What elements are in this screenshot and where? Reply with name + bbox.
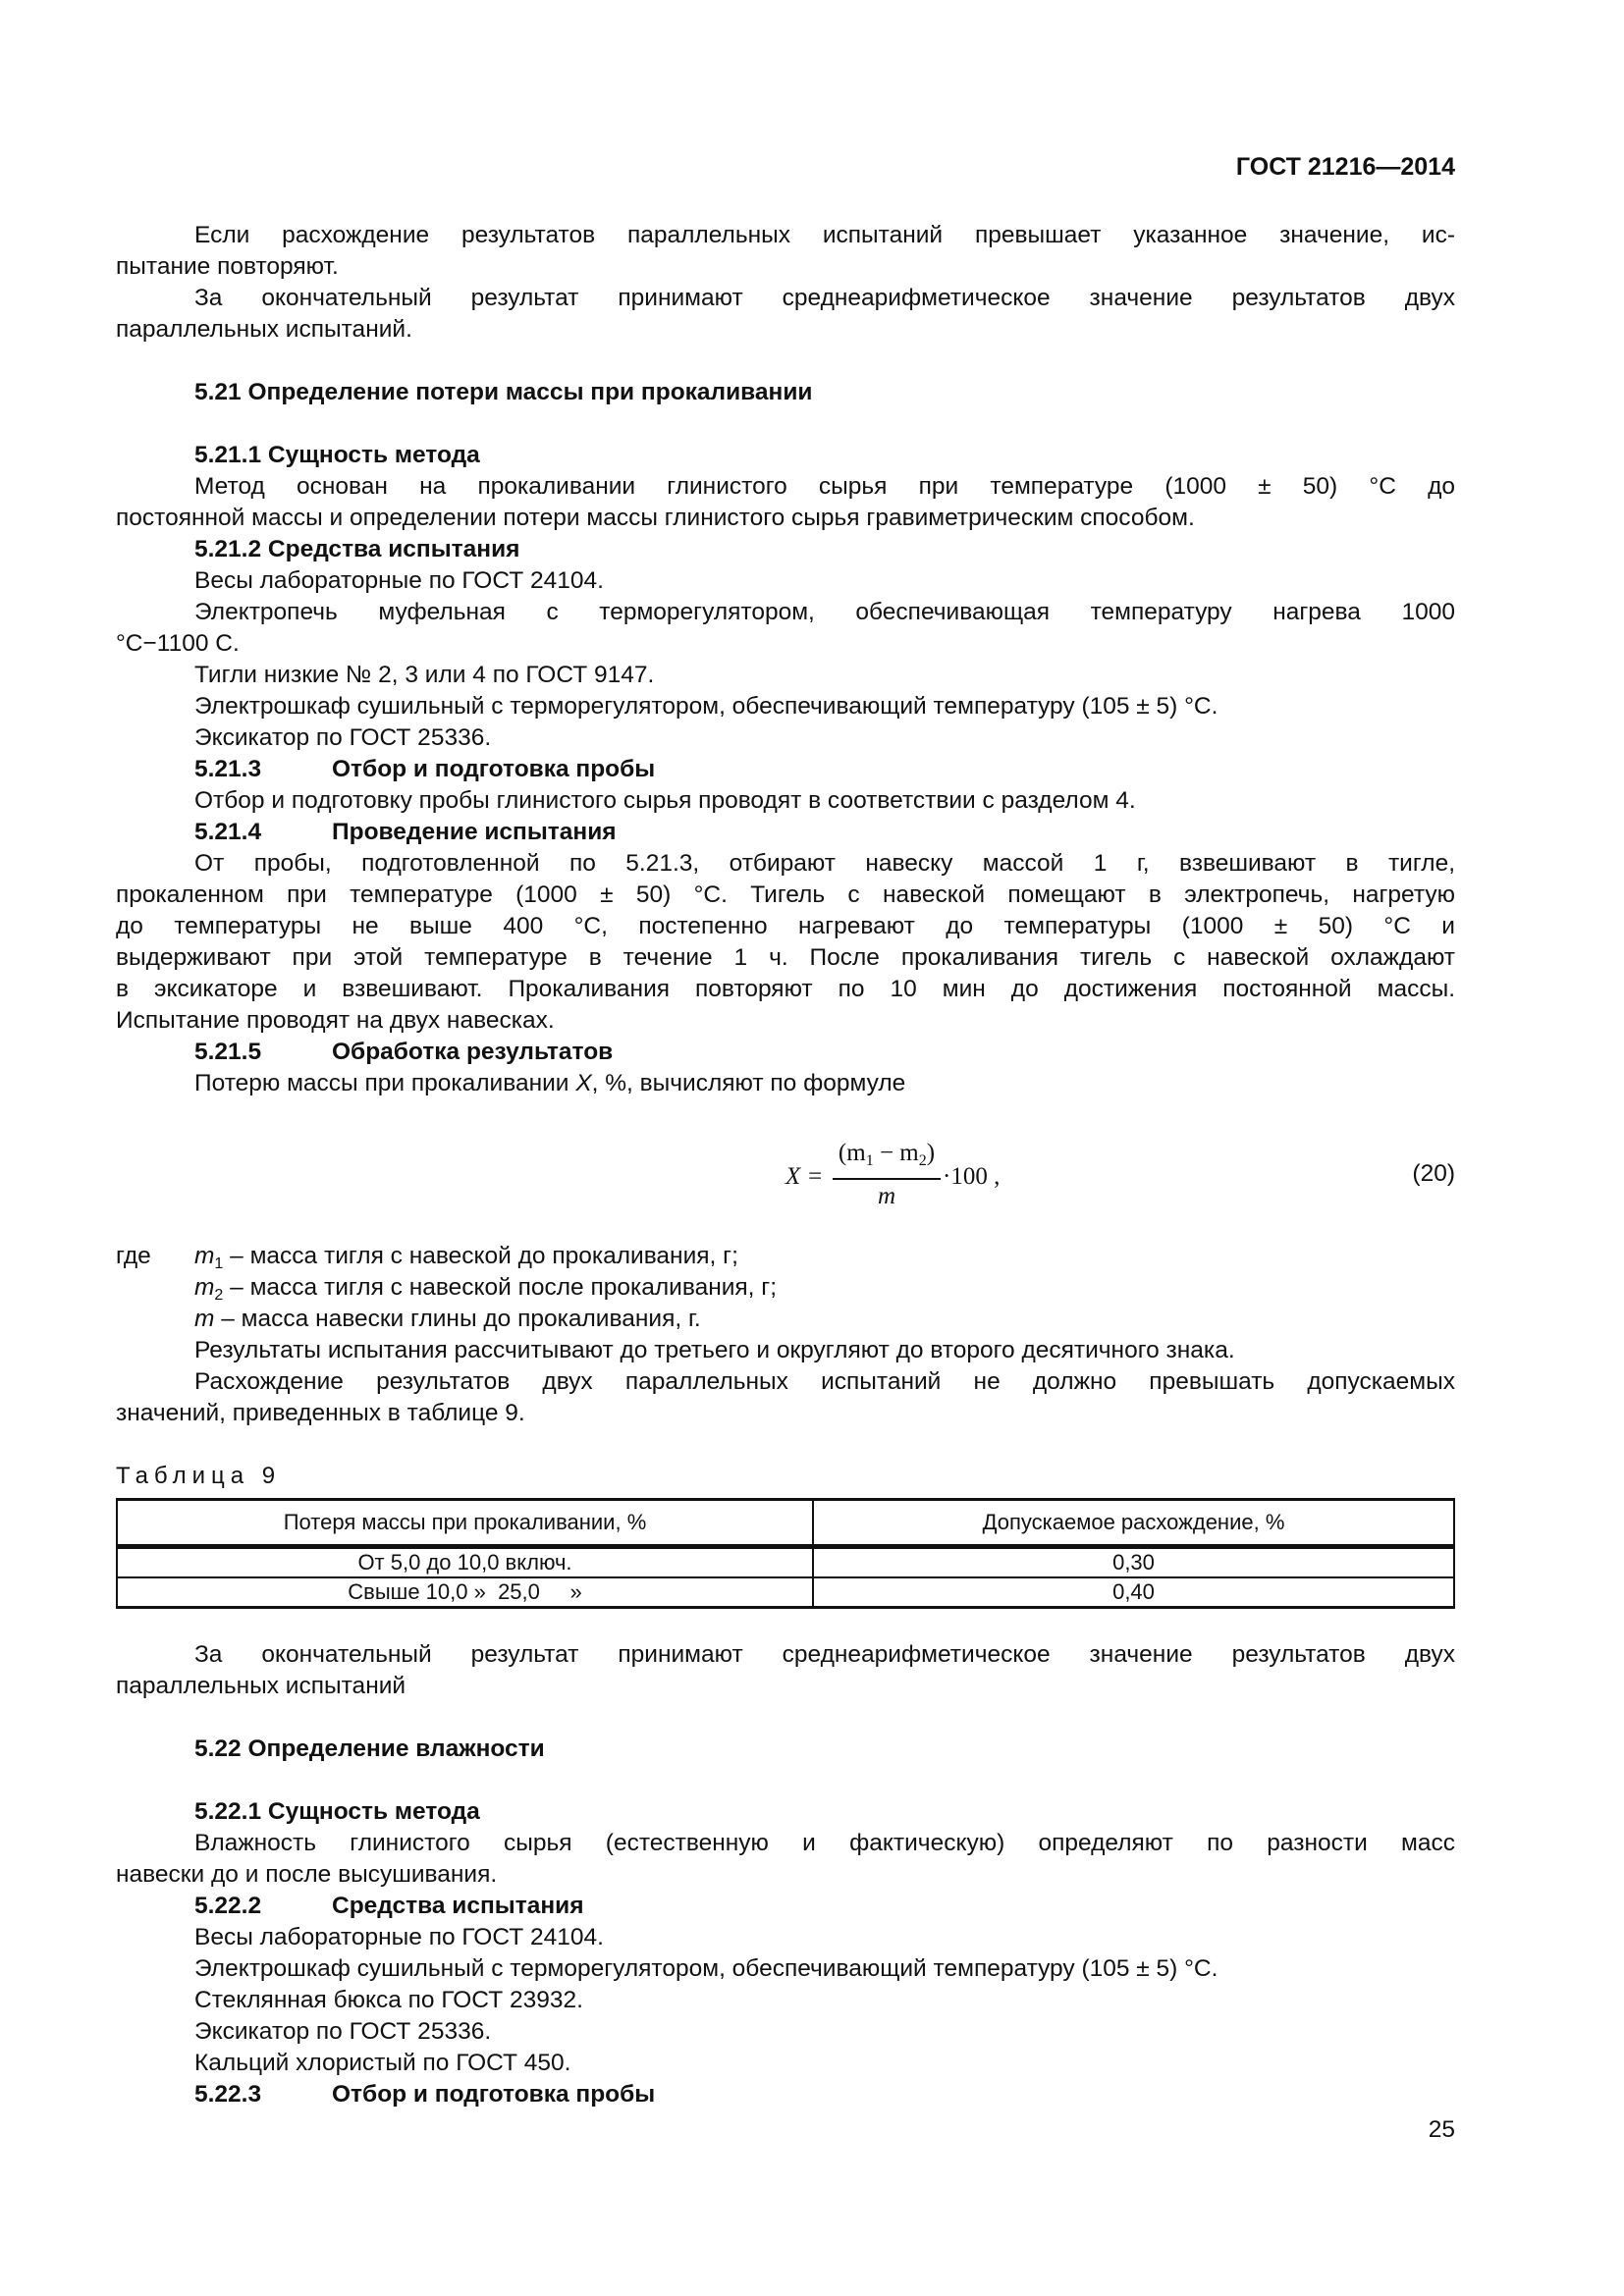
table-caption: Таблица 9 [116, 1463, 282, 1489]
paragraph-line: За окончательный результат принимают среднеарифметическое значение результатов двух [194, 285, 1455, 311]
subsection-heading [194, 817, 1455, 848]
subsection-number: 5.22.3 [194, 2081, 262, 2108]
paragraph-line: пытание повторяют. [116, 253, 339, 280]
table-cell: От 5,0 до 10,0 включ. [117, 1547, 813, 1578]
subsection-title: Проведение испытания [332, 819, 617, 845]
text: Потерю массы при прокаливании [194, 1070, 576, 1096]
table-cell: 0,40 [813, 1577, 1454, 1608]
list-item: Электрошкаф сушильный с терморегулятором, обеспечивающий температуру (105 ± 5) °С. [194, 1955, 1218, 1982]
section-heading: 5.22 Определение влажности [194, 1735, 545, 1762]
equation-number: (20) [1412, 1160, 1455, 1187]
list-item: Эксикатор по ГОСТ 25336. [194, 724, 492, 751]
table-header-cell: Потеря массы при прокаливании, % [117, 1500, 813, 1547]
variable: m [194, 1274, 215, 1301]
subsection-number: 5.21.4 [194, 819, 262, 845]
paragraph-line: Испытание проводят на двух навесках. [116, 1007, 555, 1034]
table-row [117, 1577, 1454, 1608]
paragraph-line: до температуры не выше 400 °С, постепенно нагревают до температуры (1000 ± 50) °С и [116, 913, 1455, 939]
definition-line [194, 1304, 1455, 1335]
formula-fraction [833, 1139, 941, 1213]
subsection-heading [194, 754, 1455, 785]
section-heading: 5.21 Определение потери массы при прокаливании [194, 379, 813, 405]
paragraph-line: Расхождение результатов двух параллельных испытаний не должно превышать допускаемых [194, 1368, 1455, 1395]
paragraph-line: прокаленном при температуре (1000 ± 50) °С. Тигель с навеской помещают в электропечь, нагретую [116, 881, 1455, 908]
variable: m [194, 1306, 215, 1332]
formula-denominator: m [877, 1183, 896, 1209]
list-item: Электрошкаф сушильный с терморегулятором, обеспечивающий температуру (105 ± 5) °С. [194, 693, 1218, 720]
variable: m [194, 1243, 215, 1269]
where-label: где [116, 1243, 151, 1269]
text: , %, вычисляют по формуле [591, 1070, 906, 1096]
list-item: Эксикатор по ГОСТ 25336. [194, 2018, 492, 2045]
definition-text: – масса тигля с навеской до прокаливания, г; [223, 1243, 738, 1269]
paragraph-line: значений, приведенных в таблице 9. [116, 1400, 525, 1426]
paragraph-line: От пробы, подготовленной по 5.21.3, отбирают навеску массой 1 г, взвешивают в тигле, [194, 850, 1455, 877]
formula-numerator: $(m_1 - m_2)$ [833, 1139, 941, 1180]
paragraph-line: в эксикаторе и взвешивают. Прокаливания повторяют по 10 мин до достижения постоянной массы. [116, 976, 1455, 1002]
subsection-heading [194, 2079, 1455, 2110]
paragraph-line: Если расхождение результатов параллельных испытаний превышает указанное значение, ис- [194, 222, 1455, 248]
paragraph-line: выдерживают при этой температуре в течение 1 ч. После прокаливания тигель с навеской охлаждают [116, 944, 1455, 971]
paragraph-line: параллельных испытаний. [116, 316, 412, 343]
definition-line: $m_2$ – масса тигля с навеской после прокаливания, г; [194, 1274, 778, 1304]
subsection-title: Обработка результатов [332, 1039, 614, 1065]
subsection-title: Средства испытания [332, 1893, 584, 1919]
formula-tail: ·100 , [943, 1163, 1001, 1190]
list-item: Кальций хлористый по ГОСТ 450. [194, 2050, 571, 2076]
definition-text: – масса тигля с навеской после прокаливания, г; [223, 1274, 778, 1301]
subsection-heading [194, 1037, 1455, 1068]
table-header-row [117, 1500, 1454, 1547]
subsection-title: Отбор и подготовка пробы [332, 756, 656, 782]
paragraph-line: Отбор и подготовку пробы глинистого сырья проводят в соответствии с разделом 4. [194, 787, 1136, 814]
list-item: Тигли низкие № 2, 3 или 4 по ГОСТ 9147. [194, 662, 655, 688]
subsection-number: 5.21.5 [194, 1039, 262, 1065]
paragraph-line [194, 1068, 1455, 1099]
subsection-heading: 5.22.1 Сущность метода [194, 1798, 480, 1825]
table-cell: 0,30 [813, 1547, 1454, 1578]
paragraph-line: За окончательный результат принимают среднеарифметическое значение результатов двух [194, 1641, 1455, 1668]
subsection-number: 5.22.2 [194, 1893, 262, 1919]
table-cell: Свыше 10,0 » 25,0 » [117, 1577, 813, 1608]
table-row [117, 1547, 1454, 1578]
list-item: Стеклянная бюкса по ГОСТ 23932. [194, 1987, 583, 2013]
paragraph-line: Влажность глинистого сырья (естественную и фактическую) определяют по разности масс [194, 1830, 1455, 1856]
paragraph-line: Результаты испытания рассчитывают до третьего и округляют до второго десятичного знака. [194, 1337, 1235, 1363]
list-item: Весы лабораторные по ГОСТ 24104. [194, 1924, 604, 1950]
list-item: °С−1100 С. [116, 630, 240, 657]
list-item: Весы лабораторные по ГОСТ 24104. [194, 567, 604, 594]
subsection-number: 5.21.3 [194, 756, 262, 782]
table-9 [116, 1498, 1455, 1609]
table-header-cell: Допускаемое расхождение, % [813, 1500, 1454, 1547]
subsection-title: Отбор и подготовка пробы [332, 2081, 656, 2108]
paragraph-line: навески до и после высушивания. [116, 1861, 498, 1888]
definition-text: – масса навески глины до прокаливания, г. [214, 1306, 701, 1332]
variable-x: X [575, 1070, 592, 1096]
subsection-heading: 5.21.1 Сущность метода [194, 442, 480, 468]
standard-header: ГОСТ 21216—2014 [1235, 153, 1455, 181]
subsection-heading [194, 1891, 1455, 1922]
formula-lhs: X = [785, 1163, 824, 1190]
paragraph-line: постоянной массы и определении потери массы глинистого сырья гравиметрическим способом. [116, 505, 1195, 531]
page-number: 25 [1428, 2116, 1455, 2143]
paragraph-line: Метод основан на прокаливании глинистого сырья при температуре (1000 ± 50) °С до [194, 473, 1455, 500]
list-item: Электропечь муфельная с терморегулятором, обеспечивающая температуру нагрева 1000 [194, 599, 1455, 625]
definition-line: где $m_1$ – масса тигля с навеской до прокаливания, г; [116, 1243, 738, 1272]
paragraph-line: параллельных испытаний [116, 1673, 406, 1699]
subsection-heading: 5.21.2 Средства испытания [194, 536, 520, 562]
